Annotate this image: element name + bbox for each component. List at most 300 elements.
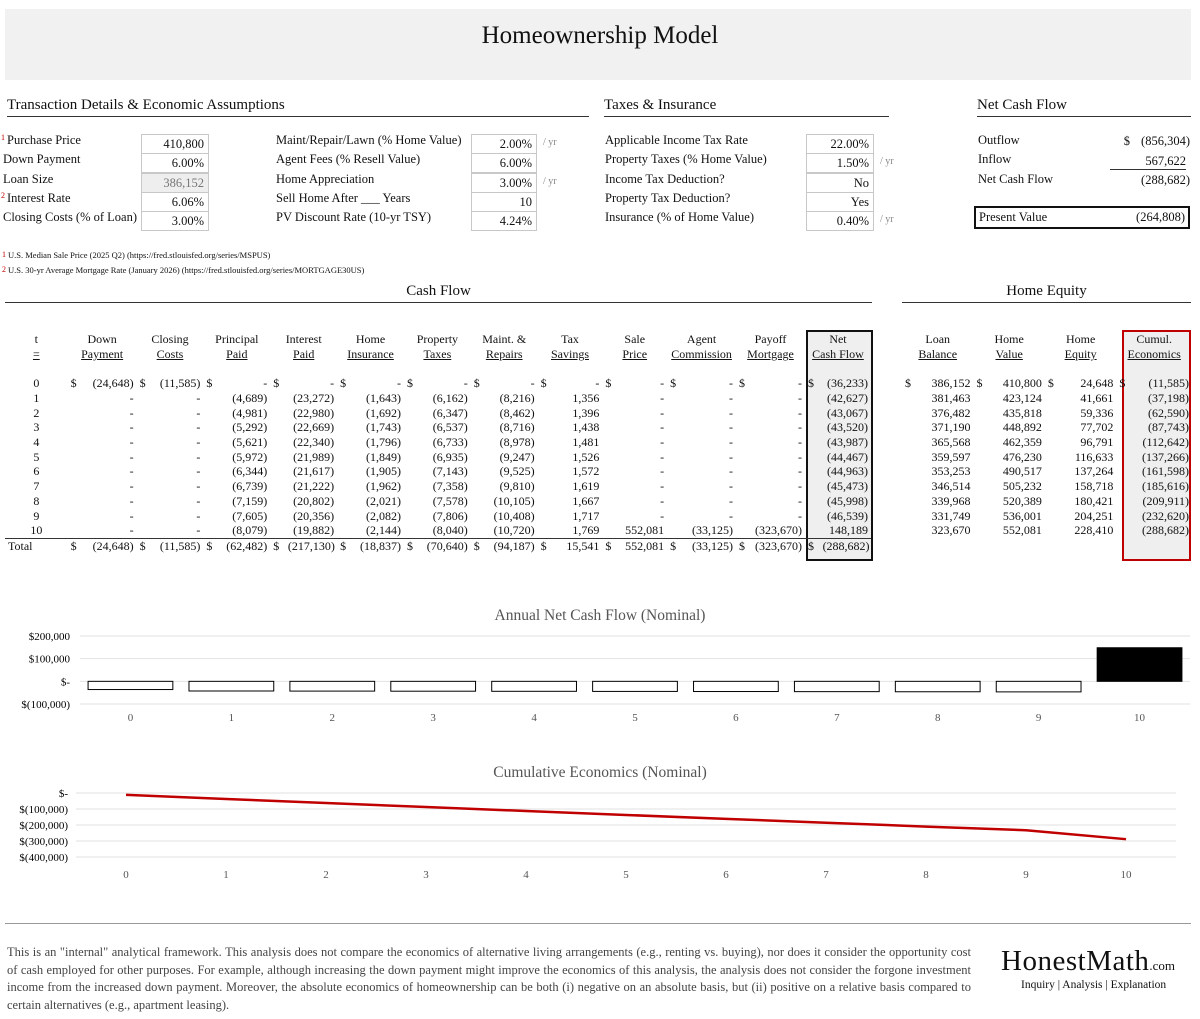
bar [593,681,678,691]
input-field[interactable]: 22.00% [806,134,874,154]
value-cell: 376,482 [931,405,971,420]
value-cell: 1,769 [572,523,600,538]
value-cell: - [530,376,535,391]
value-cell: 353,253 [931,464,971,479]
value-cell: (7,578) [432,493,468,508]
total-row [5,538,871,553]
value-cell: 1,717 [572,508,600,523]
currency-cell [602,449,617,464]
value-cell: (10,105) [493,493,535,508]
value-cell: (2,082) [365,508,401,523]
value-cell: (5,292) [232,420,268,435]
currency-cell [68,508,83,523]
input-field[interactable]: Yes [806,192,874,212]
outflow-label: Outflow [978,133,1020,147]
input-label [276,133,461,148]
currency-cell [1116,435,1130,450]
input-field[interactable]: 3.00% [471,173,537,193]
header-line-2: Paid [226,347,248,361]
cash-flow-heading: Cash Flow [5,283,872,303]
table-row [902,523,1192,538]
footnote-mark: 1 [1,133,5,142]
input-field[interactable]: 410,800 [141,134,209,154]
table-row [5,479,871,494]
currency-cell [1116,405,1130,420]
header-line-1: Maint. & [482,332,527,346]
value-cell: (7,806) [432,508,468,523]
currency-cell [203,435,218,450]
y-tick-label: $- [60,676,70,689]
currency-cell [667,405,682,420]
currency-cell [805,523,820,538]
value-cell: - [196,391,201,406]
currency-cell: $ [139,376,146,391]
currency-cell: $ [605,376,612,391]
value-cell: - [396,376,401,391]
header-line-2: Taxes [423,347,452,361]
currency-cell [1116,508,1130,523]
input-field[interactable]: 2.00% [471,134,537,154]
input-label [276,172,374,187]
currency-cell [602,494,617,509]
value-cell: 1,619 [572,479,600,494]
period-cell: 0 [33,376,40,391]
value-cell: (6,935) [432,449,468,464]
value-cell: 1,526 [572,449,600,464]
value-cell: (22,340) [293,435,335,450]
header-line-2: Insurance [347,347,394,361]
value-cell: (7,605) [232,508,268,523]
table-row [5,508,871,523]
footnote-text: U.S. Median Sale Price (2025 Q2) (https://fred.stlouisfed.org/series/MSPUS) [8,250,271,260]
currency-cell [471,435,486,450]
currency-cell [270,479,285,494]
currency-cell [68,405,83,420]
input-field[interactable]: 6.00% [471,153,537,173]
value-cell: 204,251 [1074,508,1114,523]
value-cell: 1,396 [572,405,600,420]
value-cell: (6,733) [432,435,468,450]
value-cell: - [660,464,665,479]
currency-cell: $ [807,376,814,391]
x-tick-label: 2 [323,869,329,881]
currency-cell [602,508,617,523]
column-header [137,332,204,362]
header-line-1: Down [87,332,117,346]
x-tick-label: 9 [1035,712,1042,724]
period-cell: 2 [33,405,40,420]
cash-flow-header-row [5,332,871,362]
bar [189,681,274,691]
value-cell: (11,585) [159,376,201,391]
value-cell: (21,989) [293,449,335,464]
currency-cell: $ [670,538,677,553]
header-line-1: Home [355,332,386,346]
column-header [203,332,270,362]
input-label [1,133,81,148]
series-line [126,795,1126,839]
value-cell: 323,670 [931,523,971,538]
value-cell: (21,617) [293,464,335,479]
value-cell: (10,720) [493,523,535,538]
currency-cell [902,435,916,450]
column-header [805,332,871,362]
currency-cell [203,479,218,494]
value-cell: - [129,435,134,450]
header-line-2: Mortgage [747,347,794,361]
currency-cell [471,391,486,406]
bar [1097,648,1182,682]
currency-cell [1116,479,1130,494]
x-tick-label: 9 [1023,869,1029,881]
input-field[interactable]: 6.06% [141,192,209,212]
value-cell: - [196,479,201,494]
currency-cell [203,464,218,479]
value-cell: (8,216) [499,391,535,406]
currency-cell: $ [206,376,213,391]
x-tick-label: 8 [934,712,941,724]
currency-cell [736,420,751,435]
currency-cell [736,494,751,509]
input-field[interactable]: 0.40% [806,211,874,231]
currency-cell [805,449,820,464]
header-line-1: Principal [215,332,259,346]
brand-logo[interactable] [1001,945,1175,978]
currency-cell [68,523,83,538]
currency-cell [404,391,419,406]
currency-cell [602,435,617,450]
currency-cell [902,449,916,464]
value-cell: (7,159) [232,493,268,508]
x-tick-label: 7 [834,712,840,724]
value-cell: - [729,464,734,479]
bar [492,681,577,691]
x-tick-label: 2 [329,712,336,724]
column-header [538,332,603,362]
value-cell: 536,001 [1002,508,1042,523]
input-label-text: PV Discount Rate (10-yr TSY) [276,210,432,224]
value-cell: (23,272) [293,391,335,406]
header-line-2: Economics [1127,347,1181,361]
input-label [1,172,53,187]
value-cell: - [129,464,134,479]
period-cell: 5 [33,449,40,464]
input-field[interactable]: 6.00% [141,153,209,173]
home-equity-table [902,332,1192,538]
value-cell: 448,892 [1002,420,1042,435]
value-cell: (33,125) [692,523,734,538]
currency-cell [805,420,820,435]
value-cell: (6,162) [432,391,468,406]
currency-cell [270,405,285,420]
currency-cell [137,391,152,406]
table-row [902,494,1192,509]
value-cell: (18,837) [359,538,401,553]
value-cell: (20,356) [293,508,335,523]
value-cell: (1,692) [365,405,401,420]
currency-cell [973,479,987,494]
unit-label: / yr [880,156,894,167]
currency-cell [137,508,152,523]
value-cell: (1,962) [365,479,401,494]
currency-cell [270,391,285,406]
currency-cell [404,435,419,450]
input-label [605,133,748,148]
input-label-text: Agent Fees (% Resell Value) [276,152,421,166]
currency-cell [805,479,820,494]
spacer-row [902,362,1192,376]
currency-cell [137,435,152,450]
header-line-2: Value [995,347,1023,361]
value-cell: (288,682) [1142,523,1189,538]
currency-cell [404,449,419,464]
currency-cell [1116,494,1130,509]
value-cell: (87,743) [1148,420,1189,435]
currency-cell [902,494,916,509]
input-label [605,152,767,167]
column-header [471,332,538,362]
footnote-mark: 2 [1,191,5,200]
currency-cell [538,508,553,523]
period-cell: 1 [33,391,40,406]
header-line-2: Commission [671,347,732,361]
value-cell: (21,222) [293,479,335,494]
currency-cell [337,420,352,435]
present-value-label: Present Value [979,210,1048,224]
currency-cell [471,523,486,538]
currency-cell [68,420,83,435]
x-tick-label: 10 [1120,869,1132,881]
value-cell: 552,081 [1002,523,1042,538]
currency-cell [602,391,617,406]
value-cell: - [129,523,134,538]
value-cell: - [729,479,734,494]
currency-cell: $ [1119,376,1126,391]
y-tick-label: $100,000 [28,653,70,666]
period-cell: 10 [30,523,43,538]
currency-cell [337,479,352,494]
column-header [1116,332,1192,362]
currency-cell [1045,449,1059,464]
currency-cell [1045,420,1059,435]
currency-cell [667,420,682,435]
value-cell: (37,198) [1148,391,1189,406]
value-cell: (43,987) [827,435,868,450]
bar [694,681,779,691]
currency-cell: $ [273,376,280,391]
currency-cell: $ [340,376,347,391]
currency-cell [203,391,218,406]
net-cash-flow-heading: Net Cash Flow [977,97,1191,117]
currency-cell [1045,405,1059,420]
currency-cell: $ [670,376,677,391]
currency-cell: $ [406,538,413,553]
home-equity-heading: Home Equity [902,283,1191,303]
currency-cell [471,494,486,509]
value-cell: 59,336 [1080,405,1114,420]
currency-cell [667,494,682,509]
input-field[interactable]: No [806,173,874,193]
header-line-2: Savings [550,347,589,361]
currency-cell [270,494,285,509]
value-cell: 1,356 [572,391,600,406]
header-line-2: Payment [81,347,124,361]
value-cell: 1,481 [572,435,600,450]
input-label-text: Home Appreciation [276,172,375,186]
currency-cell [337,508,352,523]
currency-cell [1045,508,1059,523]
header-line-2: Balance [918,347,958,361]
x-tick-label: 6 [733,712,739,724]
input-field[interactable]: 10 [471,192,537,212]
x-tick-label: 6 [723,869,729,881]
currency-cell [805,494,820,509]
value-cell: - [129,449,134,464]
value-cell: - [196,493,201,508]
currency-cell [736,435,751,450]
currency-cell [1116,523,1130,538]
value-cell: (22,669) [293,420,335,435]
header-line-1: t [34,332,38,346]
value-cell: (45,998) [827,493,868,508]
spacer [902,362,1192,376]
value-cell: (1,643) [365,391,401,406]
table-row [902,435,1192,450]
table-row [902,420,1192,435]
input-label-text: Down Payment [3,152,81,166]
value-cell: (6,344) [232,464,268,479]
value-cell: 359,597 [931,449,971,464]
table-row [5,435,871,450]
value-cell: (33,125) [692,538,734,553]
value-cell: (24,648) [92,376,134,391]
currency-cell [538,523,553,538]
value-cell: (8,716) [499,420,535,435]
currency-cell [667,449,682,464]
header-line-1: Home [1065,332,1096,346]
x-tick-label: 1 [228,712,235,724]
x-tick-label: 4 [523,869,529,881]
bar [290,681,375,691]
currency-cell: $ [70,538,77,553]
table-row [902,449,1192,464]
value-cell: 520,389 [1002,493,1042,508]
currency-cell [337,391,352,406]
value-cell: - [196,449,201,464]
input-label [1,210,137,225]
currency-cell: $ [905,376,911,391]
value-cell: - [660,479,665,494]
x-tick-label: 5 [632,712,638,724]
currency-cell [902,508,916,523]
value-cell: 386,152 [931,376,971,391]
currency-cell [736,479,751,494]
value-cell: (94,187) [493,538,535,553]
currency-cell [1045,494,1059,509]
value-cell: (9,525) [499,464,535,479]
input-field[interactable]: 4.24% [471,211,537,231]
table-row [5,494,871,509]
header-line-1: Payoff [754,332,787,346]
x-tick-label: 3 [430,712,436,724]
column-header [270,332,337,362]
y-tick-label: $(100,000) [19,804,68,816]
value-cell: (209,911) [1142,493,1189,508]
currency-cell [68,391,83,406]
currency-cell [270,523,285,538]
value-cell: (9,810) [499,479,535,494]
value-cell: - [729,405,734,420]
header-line-1: Net [829,332,847,346]
inflow-label: Inflow [978,152,1012,166]
currency-cell: $ [807,538,814,553]
footnote-2 [2,265,364,275]
value-cell: 137,264 [1074,464,1114,479]
input-field[interactable]: 3.00% [141,211,209,231]
currency-cell [805,435,820,450]
footnote-text: U.S. 30-yr Average Mortgage Rate (January 2026) (https://fred.stlouisfed.org/series/MORTGAGE30US) [8,265,365,275]
currency-cell [538,449,553,464]
column-header [667,332,736,362]
currency-cell [137,405,152,420]
value-cell: (8,462) [499,405,535,420]
currency-cell [471,449,486,464]
x-tick-label: 3 [423,869,429,881]
currency-cell [471,508,486,523]
value-cell: (112,642) [1142,435,1189,450]
currency-cell [337,435,352,450]
unit-label: / yr [543,137,557,148]
currency-cell [404,420,419,435]
currency-cell [1045,464,1059,479]
currency-cell [337,405,352,420]
value-cell: 371,190 [931,420,971,435]
y-tick-label: $(100,000) [21,699,70,711]
divider [5,923,1191,924]
column-header [736,332,805,362]
brand-tagline: Inquiry | Analysis | Explanation [1021,979,1167,991]
currency-cell [538,405,553,420]
currency-cell [736,391,751,406]
value-cell: (62,590) [1148,405,1189,420]
input-label-text: Insurance (% of Home Value) [605,210,755,224]
period-cell: 8 [33,493,40,508]
currency-cell [736,464,751,479]
currency-cell [973,420,987,435]
y-tick-label: $(300,000) [19,836,68,848]
input-field[interactable]: 1.50% [806,153,874,173]
currency-cell [404,508,419,523]
currency-cell [68,479,83,494]
currency-cell [137,449,152,464]
input-field[interactable]: 386,152 [141,173,209,193]
value-cell: - [196,464,201,479]
currency-cell [805,464,820,479]
value-cell: - [729,435,734,450]
currency-cell [270,508,285,523]
currency-cell [973,449,987,464]
input-label-text: Property Taxes (% Home Value) [605,152,767,166]
header-line-2: Repairs [485,347,523,361]
bar [996,681,1081,692]
value-cell: 24,648 [1080,376,1114,391]
currency-cell [538,479,553,494]
value-cell: 490,517 [1002,464,1042,479]
currency-cell [973,435,987,450]
period-cell: 3 [33,420,40,435]
currency-cell [137,523,152,538]
value-cell: 505,232 [1002,479,1042,494]
